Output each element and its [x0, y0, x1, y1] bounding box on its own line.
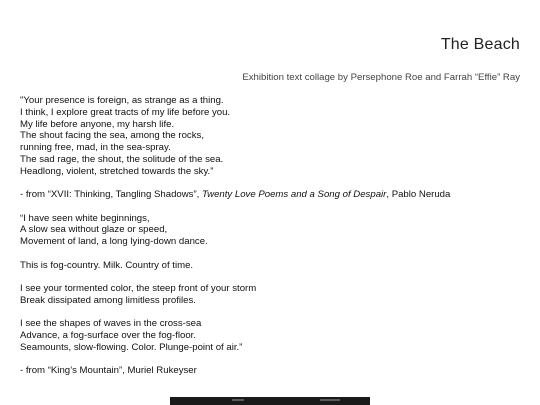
- attribution-rukeyser: [20, 365, 525, 377]
- page-title: The Beach: [440, 36, 520, 53]
- poem-line: “I have seen white beginnings,: [20, 212, 150, 224]
- poem-neruda: [20, 95, 525, 177]
- poem-line: The shout facing the sea, among the rocks,: [20, 130, 204, 142]
- exhibition-image: [170, 397, 370, 405]
- poem-rukeyser-stanza-1: [20, 213, 525, 248]
- poem-rukeyser-stanza-2: [20, 260, 525, 272]
- attribution-neruda: [20, 189, 525, 201]
- poem-rukeyser-stanza-3: [20, 283, 525, 307]
- attribution-author: , Pablo Neruda: [386, 189, 451, 200]
- image-detail: [320, 399, 340, 401]
- poem-line: Advance, a fog-surface over the fog-floor.: [20, 330, 196, 341]
- poem-line: Seamounts, slow-flowing. Color. Plunge-point of air.”: [20, 341, 243, 353]
- attribution-prefix: - from “XVII: Thinking, Tangling Shadows”,: [20, 189, 203, 200]
- poem-rukeyser-stanza-4: [20, 318, 525, 353]
- exhibition-text: [20, 95, 525, 389]
- poem-line: Headlong, violent, stretched towards the sky.”: [20, 165, 214, 177]
- poem-line: running free, mad, in the sea-spray.: [20, 142, 171, 153]
- poem-line: Movement of land, a long lying-down dance.: [20, 236, 208, 247]
- poem-line: "Your presence is foreign, as strange as a thing.: [20, 95, 224, 106]
- poem-line: The sad rage, the shout, the solitude of the sea.: [20, 153, 224, 165]
- poem-line: Break dissipated among limitless profiles.: [20, 294, 196, 306]
- attribution-line: [20, 189, 525, 201]
- poem-line: This is fog-country. Milk. Country of time.: [20, 259, 194, 271]
- attribution-line: - from “King’s Mountain”, Muriel Rukeyser: [20, 365, 197, 377]
- poem-line: I think, I explore great tracts of my life before you.: [20, 106, 231, 118]
- poem-line: My life before anyone, my harsh life.: [20, 118, 175, 130]
- image-detail: [232, 399, 244, 401]
- book-title: Twenty Love Poems and a Song of Despair: [202, 189, 387, 200]
- poem-line: I see your tormented color, the steep front of your storm: [20, 283, 257, 294]
- poem-line: A slow sea without glaze or speed,: [20, 224, 168, 236]
- poem-line: I see the shapes of waves in the cross-sea: [20, 318, 202, 330]
- page-subtitle: Exhibition text collage by Persephone Roe and Farrah “Effie” Ray: [242, 72, 520, 83]
